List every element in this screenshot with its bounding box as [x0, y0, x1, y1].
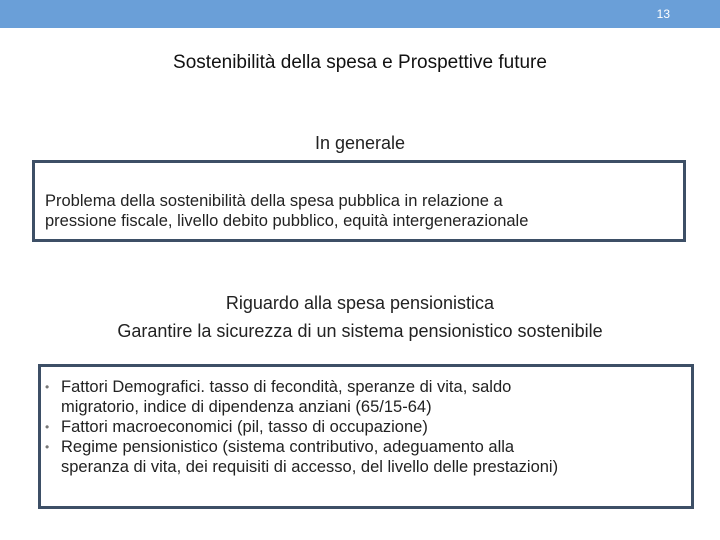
- page-number: 13: [656, 7, 670, 21]
- general-box-line: Problema della sostenibilità della spesa pubblica in relazione a: [45, 192, 503, 210]
- bullet-icon: •: [45, 420, 50, 434]
- list-item-line: Regime pensionistico (sistema contributivo, adeguamento alla: [61, 438, 515, 456]
- bullet-icon: •: [45, 440, 50, 454]
- slide-title: Sostenibilità della spesa e Prospettive future: [173, 52, 547, 73]
- section-heading-pension: Riguardo alla spesa pensionistica: [225, 293, 495, 313]
- general-box-line: pressione fiscale, livello debito pubblico, equità intergenerazionale: [45, 212, 529, 230]
- pension-factors-list: [41, 377, 685, 477]
- section-subheading-pension: Garantire la sicurezza di un sistema pensionistico sostenibile: [117, 321, 603, 341]
- list-item-line: Fattori Demografici. tasso di fecondità, speranze di vita, saldo: [61, 378, 512, 396]
- bullet-icon: •: [45, 380, 50, 394]
- section-heading-general: In generale: [314, 133, 406, 153]
- list-item-line: Fattori macroeconomici (pil, tasso di occupazione): [61, 418, 428, 436]
- list-item-line: speranza di vita, dei requisiti di accesso, del livello delle prestazioni): [61, 458, 559, 476]
- header-bar: [0, 0, 720, 28]
- list-item-line: migratorio, indice di dipendenza anziani (65/15-64): [61, 398, 432, 416]
- general-box-text: [45, 191, 677, 231]
- list-item: [41, 377, 685, 417]
- pension-factors-box: [38, 364, 694, 509]
- list-item: [41, 437, 685, 477]
- list-item: [41, 417, 685, 437]
- general-box: [32, 160, 686, 242]
